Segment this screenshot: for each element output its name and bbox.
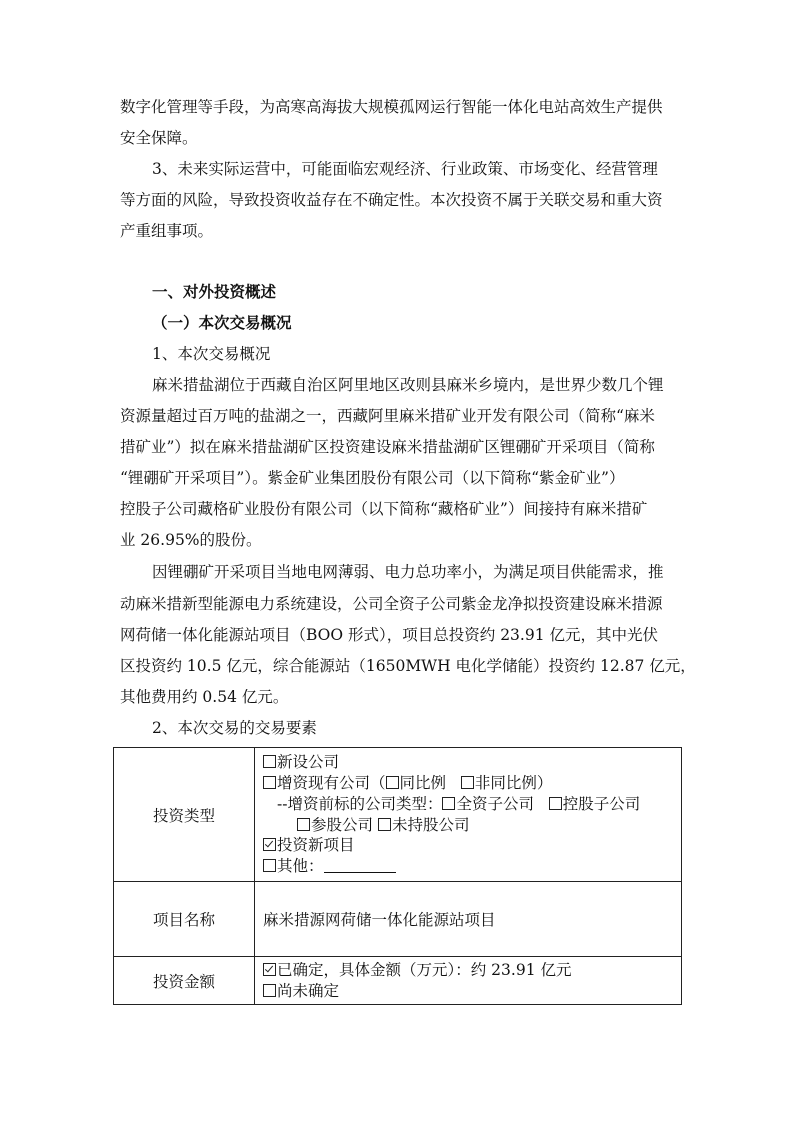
fill-in-blank: [324, 858, 396, 873]
paragraph-line: 安全保障。: [120, 129, 198, 147]
checked-checkbox-icon: [263, 963, 276, 976]
paragraph-line: 产重组事项。: [120, 222, 214, 240]
option-capital-increase: 增资现有公司（ 同比例 非同比例）: [263, 773, 681, 794]
table-label-cell: [114, 957, 255, 1005]
section-heading: 一、对外投资概述: [152, 282, 277, 301]
item-heading: 1、本次交易概况: [152, 345, 271, 363]
investment-amount-label: 投资金额: [152, 972, 215, 991]
paragraph-line: “锂硼矿开采项目”）。紫金矿业集团股份有限公司（以下简称“紫金矿业”）: [120, 469, 625, 487]
option-new-company: 新设公司: [263, 752, 681, 773]
paragraph-line: 3、未来实际运营中，可能面临宏观经济、行业政策、市场变化、经营管理: [152, 160, 658, 178]
paragraph-line: 数字化管理等手段，为高寒高海拔大规模孤网运行智能一体化电站高效生产提供: [120, 98, 663, 116]
investment-amount-options: [255, 957, 682, 1005]
table-row: [114, 748, 682, 882]
checkbox-icon: [263, 755, 276, 768]
paragraph-line: 措矿业”）拟在麻米措盐湖矿区投资建设麻米措盐湖矿区锂硼矿开采项目（简称: [120, 438, 655, 456]
checkbox-icon: [442, 797, 455, 810]
paragraph-line: 业 26.95%的股份。: [120, 531, 262, 549]
option-target-type: --增资前标的公司类型： 全资子公司 控股子公司: [277, 794, 641, 813]
paragraph-line: 麻米措盐湖位于西藏自治区阿里地区改则县麻米乡境内，是世界少数几个锂: [152, 376, 664, 394]
option-unconfirmed: 尚未确定: [263, 981, 681, 1002]
checkbox-icon: [461, 776, 474, 789]
paragraph-line: 网荷储一体化能源站项目（BOO 形式），项目总投资约 23.91 亿元，其中光伏: [120, 626, 658, 644]
transaction-elements-table: [113, 747, 682, 1005]
subsection-heading: （一）本次交易概况: [152, 313, 292, 332]
option-target-type-more: 参股公司 未持股公司: [263, 815, 681, 836]
checkbox-icon: [549, 797, 562, 810]
table-label-cell: [114, 882, 255, 957]
checkbox-icon: [263, 859, 276, 872]
paragraph-line: 区投资约 10.5 亿元，综合能源站（1650MWH 电化学储能）投资约 12.87 亿元，: [120, 657, 696, 675]
project-name-value: 麻米措源网荷储一体化能源站项目: [263, 911, 496, 929]
checkbox-icon: [386, 776, 399, 789]
option-new-project: 投资新项目: [263, 835, 681, 856]
investment-type-options: [255, 748, 682, 882]
paragraph-line: 等方面的风险，导致投资收益存在不确定性。本次投资不属于关联交易和重大资: [120, 191, 663, 209]
checkbox-icon: [263, 984, 276, 997]
project-name-label: 项目名称: [152, 911, 215, 929]
option-other: 其他：: [263, 856, 681, 877]
table-row: [114, 957, 682, 1005]
paragraph-line: 其他费用约 0.54 亿元。: [120, 688, 289, 706]
paragraph-line: 因锂硼矿开采项目当地电网薄弱、电力总功率小，为满足项目供能需求，推: [152, 563, 664, 581]
paragraph-line: 动麻米措新型能源电力系统建设，公司全资子公司紫金龙净拟投资建设麻米措源: [120, 595, 663, 613]
item-heading: 2、本次交易的交易要素: [152, 719, 317, 737]
option-confirmed: 已确定，具体金额（万元）：约 23.91 亿元: [263, 960, 681, 981]
checkbox-icon: [378, 818, 391, 831]
project-name-cell: [255, 882, 682, 957]
checked-checkbox-icon: [263, 838, 276, 851]
table-row: [114, 882, 682, 957]
checkbox-icon: [297, 818, 310, 831]
checkbox-icon: [263, 776, 276, 789]
paragraph-line: 资源量超过百万吨的盐湖之一，西藏阿里麻米措矿业开发有限公司（简称“麻米: [120, 407, 655, 425]
investment-type-label: 投资类型: [152, 806, 215, 825]
table-label-cell: [114, 748, 255, 882]
paragraph-line: 控股子公司藏格矿业股份有限公司（以下简称“藏格矿业”）间接持有麻米措矿: [120, 500, 648, 518]
